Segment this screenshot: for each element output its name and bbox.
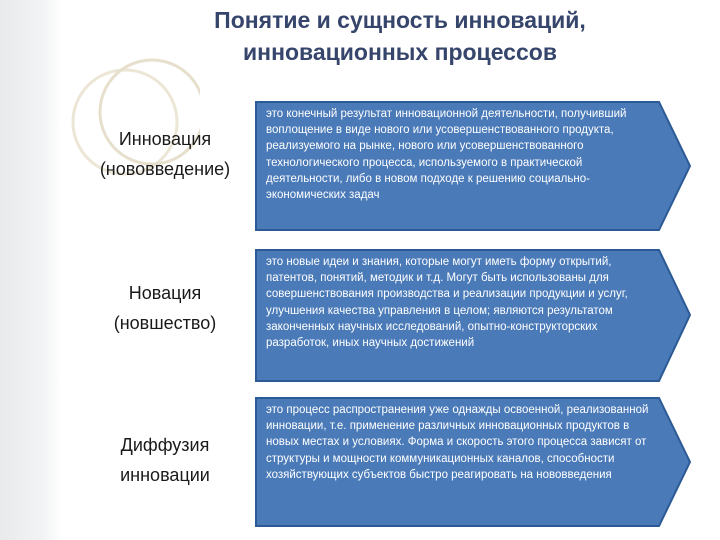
term-line-2: (нововведение) [99, 159, 231, 179]
definition-text: это процесс распространения уже однажды освоенной, реализованной инновации, т.е. применение различных инновационных продуктов в новых местах и условиях. Форма и скорость этого процесса зависят от структуры и мощности коммуникационных каналов, способности хозяйствующих субъектов быстро реагировать на нововведения [266, 404, 649, 481]
term-line-1: Новация [128, 283, 202, 303]
definition-arrow-innovation [254, 100, 694, 232]
term-novation [80, 278, 250, 338]
page-title [150, 4, 650, 68]
term-line-2: (новшество) [113, 313, 217, 333]
definition-arrow-novation [254, 248, 694, 383]
term-diffusion [80, 430, 250, 490]
title-line-1: Понятие и сущность инноваций, [214, 7, 586, 33]
title-line-2: инновационных процессов [243, 39, 557, 65]
definition-text: это новые идеи и знания, которые могут иметь форму открытий, патентов, понятий, методик и т.д. Могут быть использованы для совершенствования производства и реализации продукции и услуг, улучшения качества управления в целом; являются результатом законченных научных исследований, опытно-конструкторских разработок, иных научных достижений [266, 256, 628, 350]
term-line-1: Диффузия [120, 435, 210, 455]
definition-arrow-diffusion [254, 396, 694, 528]
term-line-1: Инновация [118, 129, 212, 149]
side-panel [0, 0, 62, 540]
term-line-2: инновации [120, 465, 210, 485]
definition-text: это конечный результат инновационной деятельности, получивший воплощение в виде нового или усовершенствованного продукта, реализуемого на рынке, нового или усовершенствованного технологического процесса, используемого в практической деятельности, либо в новом подходе к решению социально-экономических задач [266, 108, 627, 202]
term-innovation [80, 124, 250, 184]
